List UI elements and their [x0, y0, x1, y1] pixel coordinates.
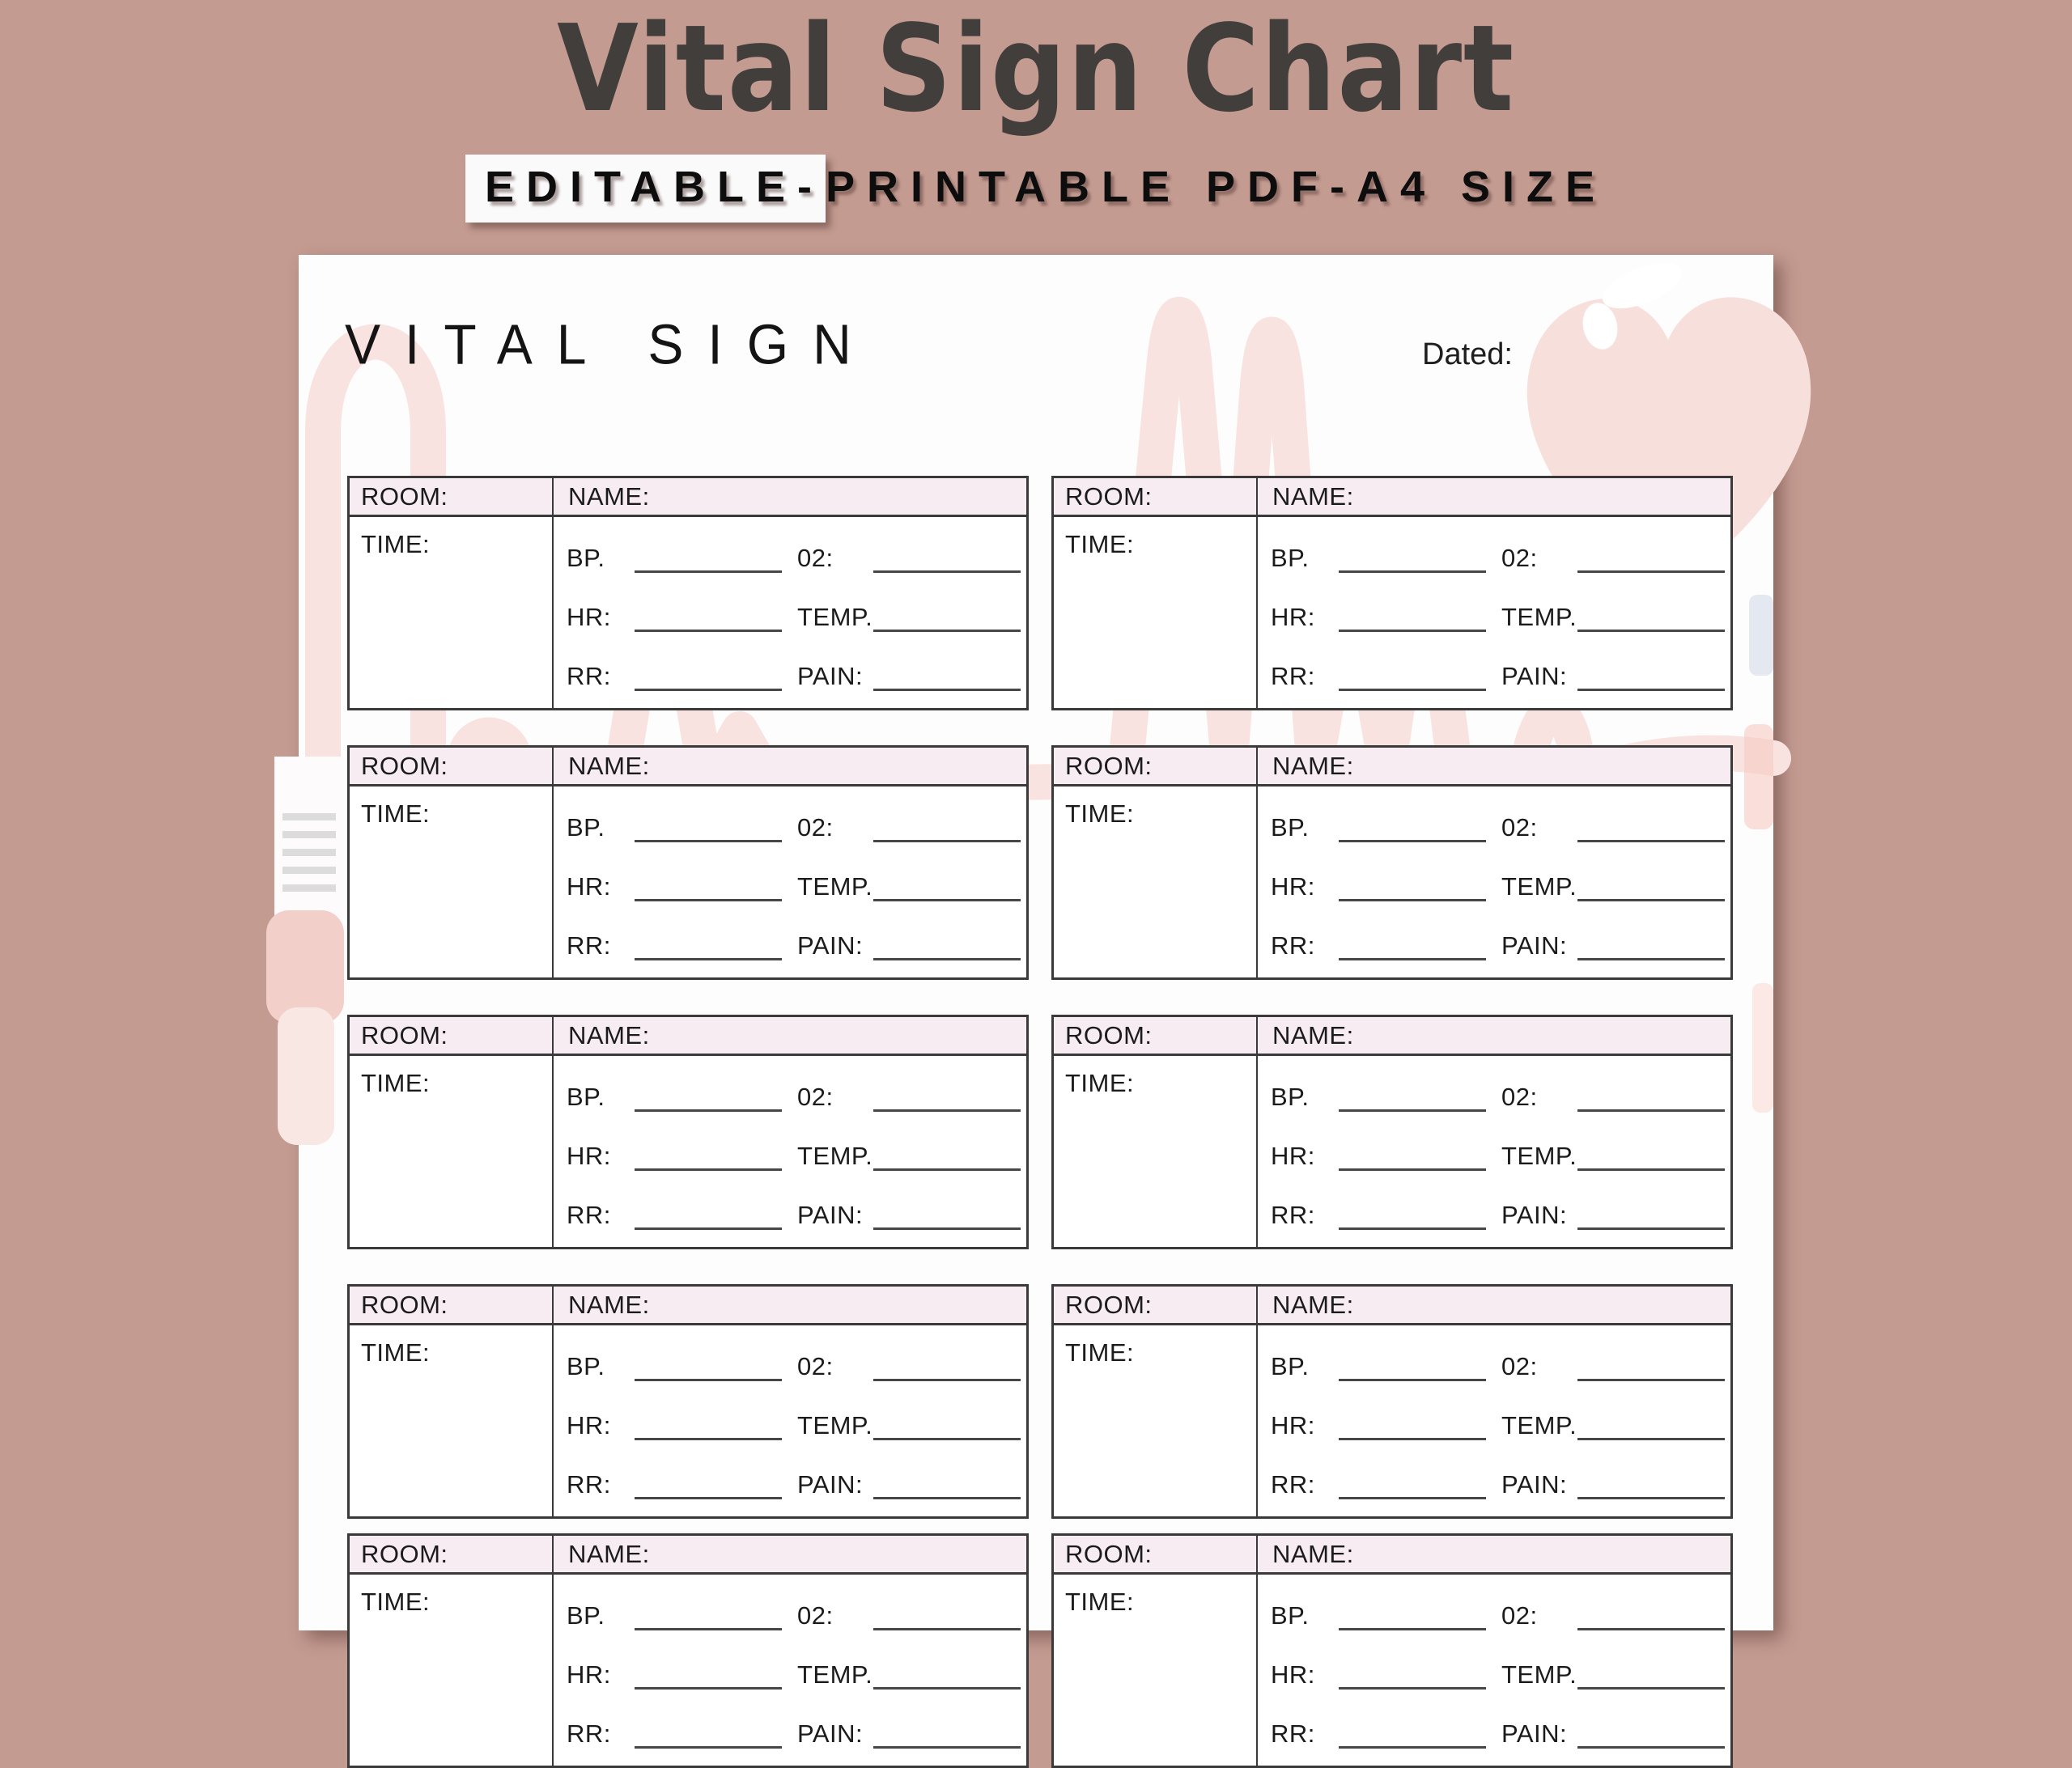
- card-header: [1054, 748, 1730, 786]
- temp-label: TEMP.: [1501, 1660, 1577, 1689]
- room-value-field[interactable]: [1153, 1541, 1256, 1567]
- temp-field[interactable]: [1577, 630, 1725, 632]
- temp-field[interactable]: [873, 630, 1021, 632]
- hr-field[interactable]: [635, 1438, 782, 1440]
- hr-field[interactable]: [635, 1168, 782, 1171]
- name-cell: [1258, 748, 1730, 784]
- rr-field[interactable]: [1339, 1227, 1486, 1230]
- vitals-row: [554, 1181, 1026, 1238]
- sheet-title: VITAL SIGN: [345, 312, 876, 376]
- temp-label: TEMP.: [797, 872, 873, 901]
- name-value-field[interactable]: [1354, 484, 1730, 510]
- bp-field[interactable]: [1339, 1109, 1486, 1112]
- card-body: [350, 1056, 1026, 1247]
- bp-label: BP.: [1271, 544, 1310, 572]
- pain-field[interactable]: [873, 689, 1021, 691]
- time-cell: [1054, 786, 1258, 977]
- vitals-row: [1258, 583, 1730, 640]
- temp-label: TEMP.: [797, 1411, 873, 1439]
- temp-label: TEMP.: [1501, 603, 1577, 631]
- o2-field[interactable]: [1577, 840, 1725, 842]
- time-label: TIME:: [1065, 1069, 1135, 1097]
- hr-field[interactable]: [635, 630, 782, 632]
- room-value-field[interactable]: [1153, 1023, 1256, 1049]
- time-label: TIME:: [1065, 530, 1135, 558]
- hr-label: HR:: [567, 1142, 611, 1170]
- room-cell: [1054, 1287, 1258, 1323]
- room-value-field[interactable]: [448, 484, 552, 510]
- bp-field[interactable]: [1339, 1379, 1486, 1381]
- card-header: [1054, 1536, 1730, 1575]
- time-label: TIME:: [361, 1338, 431, 1367]
- vital-card: [347, 745, 1029, 980]
- room-value-field[interactable]: [448, 1292, 552, 1318]
- pain-field[interactable]: [873, 958, 1021, 960]
- temp-field[interactable]: [873, 1687, 1021, 1690]
- rr-label: RR:: [567, 1201, 611, 1229]
- room-cell: [1054, 748, 1258, 784]
- hr-field[interactable]: [1339, 1687, 1486, 1690]
- name-value-field[interactable]: [650, 1023, 1026, 1049]
- card-header: [350, 748, 1026, 786]
- o2-label: 02:: [1501, 1352, 1538, 1380]
- card-body: [1054, 1575, 1730, 1766]
- vital-card: [1051, 745, 1733, 980]
- rr-label: RR:: [567, 1719, 611, 1748]
- hr-label: HR:: [1271, 872, 1315, 901]
- vitals-fields: [554, 1575, 1026, 1766]
- rr-field[interactable]: [635, 958, 782, 960]
- subtitle-highlight: EDITABLE-: [465, 155, 826, 223]
- name-value-field[interactable]: [650, 1292, 1026, 1318]
- vitals-row: [1258, 1181, 1730, 1238]
- subtitle-rest: PRINTABLE PDF-A4 SIZE: [825, 163, 1607, 211]
- card-body: [1054, 1325, 1730, 1516]
- time-cell: [350, 517, 554, 708]
- vitals-row: [1258, 1122, 1730, 1179]
- o2-label: 02:: [1501, 544, 1538, 572]
- name-cell: [1258, 1017, 1730, 1054]
- pain-label: PAIN:: [797, 1719, 864, 1748]
- o2-label: 02:: [797, 1352, 834, 1380]
- hr-label: HR:: [1271, 1660, 1315, 1689]
- room-value-field[interactable]: [1153, 484, 1256, 510]
- pain-label: PAIN:: [1501, 1201, 1568, 1229]
- vitals-fields: [554, 1056, 1026, 1247]
- card-body: [1054, 786, 1730, 977]
- vitals-row: [1258, 1063, 1730, 1120]
- time-label: TIME:: [1065, 799, 1135, 828]
- name-cell: [554, 1536, 1026, 1572]
- room-label: ROOM:: [361, 1020, 448, 1049]
- vitals-row: [1258, 642, 1730, 699]
- hr-field[interactable]: [635, 1687, 782, 1690]
- o2-label: 02:: [797, 1083, 834, 1111]
- room-label: ROOM:: [361, 1539, 448, 1568]
- hr-field[interactable]: [635, 899, 782, 901]
- rr-label: RR:: [567, 662, 611, 690]
- rr-field[interactable]: [635, 689, 782, 691]
- temp-label: TEMP.: [797, 1142, 873, 1170]
- hr-field[interactable]: [1339, 1168, 1486, 1171]
- card-body: [1054, 1056, 1730, 1247]
- card-header: [350, 478, 1026, 517]
- rr-label: RR:: [1271, 1201, 1315, 1229]
- pain-label: PAIN:: [1501, 931, 1568, 960]
- pain-field[interactable]: [1577, 689, 1725, 691]
- bp-label: BP.: [567, 813, 605, 842]
- vitals-row: [1258, 794, 1730, 850]
- room-label: ROOM:: [1065, 481, 1153, 511]
- hr-field[interactable]: [1339, 630, 1486, 632]
- time-label: TIME:: [361, 530, 431, 558]
- product-subtitle: [0, 162, 2072, 212]
- rr-label: RR:: [1271, 662, 1315, 690]
- bp-label: BP.: [567, 1352, 605, 1380]
- time-cell: [350, 1325, 554, 1516]
- name-cell: [1258, 478, 1730, 515]
- room-cell: [350, 748, 554, 784]
- time-cell: [350, 786, 554, 977]
- name-cell: [554, 478, 1026, 515]
- time-cell: [350, 1056, 554, 1247]
- pain-field[interactable]: [873, 1497, 1021, 1499]
- vital-card: [347, 1533, 1029, 1768]
- hr-label: HR:: [567, 1411, 611, 1439]
- name-cell: [554, 1287, 1026, 1323]
- name-value-field[interactable]: [1354, 1292, 1730, 1318]
- o2-field[interactable]: [1577, 1628, 1725, 1630]
- rr-field[interactable]: [1339, 1497, 1486, 1499]
- o2-field[interactable]: [1577, 1379, 1725, 1381]
- card-header: [350, 1536, 1026, 1575]
- bp-label: BP.: [567, 544, 605, 572]
- name-label: NAME:: [568, 751, 650, 780]
- vitals-row: [554, 1700, 1026, 1757]
- name-value-field[interactable]: [650, 1541, 1026, 1567]
- bp-label: BP.: [1271, 1601, 1310, 1630]
- bp-field[interactable]: [635, 1379, 782, 1381]
- bp-field[interactable]: [635, 570, 782, 573]
- product-title: Vital Sign Chart: [557, 0, 1515, 138]
- bp-field[interactable]: [635, 1628, 782, 1630]
- time-label: TIME:: [361, 799, 431, 828]
- time-cell: [350, 1575, 554, 1766]
- pain-field[interactable]: [1577, 1746, 1725, 1749]
- room-label: ROOM:: [1065, 1290, 1153, 1319]
- vital-card: [347, 476, 1029, 710]
- vitals-fields: [1258, 1056, 1730, 1247]
- o2-label: 02:: [797, 813, 834, 842]
- room-cell: [350, 1287, 554, 1323]
- room-label: ROOM:: [361, 1290, 448, 1319]
- room-value-field[interactable]: [1153, 1292, 1256, 1318]
- name-label: NAME:: [1272, 1539, 1354, 1568]
- right-margin-watermark: [1744, 595, 1773, 1113]
- rr-label: RR:: [1271, 1470, 1315, 1499]
- name-value-field[interactable]: [1354, 1023, 1730, 1049]
- name-cell: [1258, 1536, 1730, 1572]
- card-header: [1054, 478, 1730, 517]
- time-label: TIME:: [1065, 1588, 1135, 1616]
- room-cell: [1054, 478, 1258, 515]
- name-value-field[interactable]: [650, 484, 1026, 510]
- vitals-row: [1258, 1700, 1730, 1757]
- bp-label: BP.: [1271, 1083, 1310, 1111]
- vitals-row: [1258, 1641, 1730, 1698]
- rr-field[interactable]: [1339, 689, 1486, 691]
- pain-label: PAIN:: [797, 662, 864, 690]
- pain-label: PAIN:: [797, 1470, 864, 1499]
- hr-label: HR:: [1271, 603, 1315, 631]
- vitals-fields: [1258, 1325, 1730, 1516]
- card-body: [350, 1325, 1026, 1516]
- pain-label: PAIN:: [797, 1201, 864, 1229]
- room-cell: [1054, 1017, 1258, 1054]
- vitals-row: [1258, 853, 1730, 909]
- vitals-row: [1258, 912, 1730, 969]
- pain-label: PAIN:: [1501, 1470, 1568, 1499]
- o2-label: 02:: [797, 544, 834, 572]
- name-label: NAME:: [568, 1539, 650, 1568]
- vitals-row: [554, 524, 1026, 581]
- temp-label: TEMP.: [1501, 872, 1577, 901]
- rr-field[interactable]: [635, 1497, 782, 1499]
- o2-label: 02:: [1501, 1083, 1538, 1111]
- hr-label: HR:: [567, 1660, 611, 1689]
- temp-field[interactable]: [1577, 1687, 1725, 1690]
- room-value-field[interactable]: [1153, 753, 1256, 779]
- name-label: NAME:: [1272, 481, 1354, 511]
- temp-label: TEMP.: [797, 1660, 873, 1689]
- vitals-fields: [554, 1325, 1026, 1516]
- rr-label: RR:: [567, 931, 611, 960]
- time-label: TIME:: [1065, 1338, 1135, 1367]
- vitals-fields: [1258, 517, 1730, 708]
- vitals-fields: [554, 786, 1026, 977]
- room-cell: [350, 478, 554, 515]
- bp-field[interactable]: [635, 1109, 782, 1112]
- temp-field[interactable]: [873, 1168, 1021, 1171]
- hr-label: HR:: [1271, 1411, 1315, 1439]
- room-label: ROOM:: [361, 751, 448, 780]
- rr-label: RR:: [1271, 1719, 1315, 1748]
- o2-label: 02:: [1501, 1601, 1538, 1630]
- vitals-row: [554, 1122, 1026, 1179]
- card-body: [350, 1575, 1026, 1766]
- a4-page-preview: [299, 255, 1773, 1748]
- vitals-row: [554, 794, 1026, 850]
- vitals-fields: [1258, 1575, 1730, 1766]
- name-label: NAME:: [1272, 1020, 1354, 1049]
- name-label: NAME:: [1272, 1290, 1354, 1319]
- temp-label: TEMP.: [1501, 1411, 1577, 1439]
- rr-field[interactable]: [1339, 1746, 1486, 1749]
- rr-field[interactable]: [635, 1227, 782, 1230]
- o2-field[interactable]: [873, 1109, 1021, 1112]
- vital-card: [347, 1015, 1029, 1249]
- name-label: NAME:: [568, 1290, 650, 1319]
- rr-label: RR:: [567, 1470, 611, 1499]
- vital-card: [1051, 1284, 1733, 1519]
- vitals-row: [1258, 1582, 1730, 1639]
- o2-field[interactable]: [873, 1379, 1021, 1381]
- bp-label: BP.: [567, 1083, 605, 1111]
- vitals-row: [1258, 1451, 1730, 1507]
- vital-card: [1051, 476, 1733, 710]
- name-label: NAME:: [568, 481, 650, 511]
- vitals-row: [554, 1392, 1026, 1448]
- name-cell: [554, 748, 1026, 784]
- time-cell: [1054, 1056, 1258, 1247]
- room-cell: [350, 1017, 554, 1054]
- hr-label: HR:: [567, 872, 611, 901]
- pain-field[interactable]: [1577, 958, 1725, 960]
- o2-field[interactable]: [873, 840, 1021, 842]
- room-label: ROOM:: [1065, 1020, 1153, 1049]
- vitals-row: [554, 912, 1026, 969]
- o2-field[interactable]: [873, 1628, 1021, 1630]
- temp-field[interactable]: [873, 899, 1021, 901]
- o2-label: 02:: [1501, 813, 1538, 842]
- name-cell: [1258, 1287, 1730, 1323]
- time-label: TIME:: [361, 1588, 431, 1616]
- rr-field[interactable]: [1339, 958, 1486, 960]
- bp-field[interactable]: [635, 840, 782, 842]
- vital-card: [1051, 1533, 1733, 1768]
- bp-label: BP.: [1271, 813, 1310, 842]
- card-body: [350, 517, 1026, 708]
- vitals-row: [1258, 1392, 1730, 1448]
- bp-label: BP.: [1271, 1352, 1310, 1380]
- name-value-field[interactable]: [650, 753, 1026, 779]
- card-body: [350, 786, 1026, 977]
- room-value-field[interactable]: [448, 753, 552, 779]
- pain-field[interactable]: [1577, 1497, 1725, 1499]
- temp-label: TEMP.: [797, 603, 873, 631]
- pain-label: PAIN:: [1501, 1719, 1568, 1748]
- name-label: NAME:: [1272, 751, 1354, 780]
- name-label: NAME:: [568, 1020, 650, 1049]
- time-cell: [1054, 1575, 1258, 1766]
- hr-field[interactable]: [1339, 899, 1486, 901]
- room-label: ROOM:: [1065, 751, 1153, 780]
- room-value-field[interactable]: [448, 1023, 552, 1049]
- time-label: TIME:: [361, 1069, 431, 1097]
- vitals-row: [554, 853, 1026, 909]
- bp-field[interactable]: [1339, 570, 1486, 573]
- temp-field[interactable]: [873, 1438, 1021, 1440]
- rr-field[interactable]: [635, 1746, 782, 1749]
- bp-field[interactable]: [1339, 1628, 1486, 1630]
- vitals-row: [554, 642, 1026, 699]
- temp-field[interactable]: [1577, 1438, 1725, 1440]
- temp-label: TEMP.: [1501, 1142, 1577, 1170]
- card-header: [350, 1017, 1026, 1056]
- vitals-row: [1258, 524, 1730, 581]
- card-header: [1054, 1287, 1730, 1325]
- vitals-row: [554, 1063, 1026, 1120]
- time-cell: [1054, 517, 1258, 708]
- room-cell: [350, 1536, 554, 1572]
- hr-field[interactable]: [1339, 1438, 1486, 1440]
- bp-label: BP.: [567, 1601, 605, 1630]
- card-body: [1054, 517, 1730, 708]
- pain-field[interactable]: [873, 1746, 1021, 1749]
- pain-label: PAIN:: [797, 931, 864, 960]
- room-value-field[interactable]: [448, 1541, 552, 1567]
- vitals-fields: [554, 517, 1026, 708]
- card-header: [1054, 1017, 1730, 1056]
- hr-label: HR:: [1271, 1142, 1315, 1170]
- vital-card: [347, 1284, 1029, 1519]
- vitals-row: [554, 1333, 1026, 1389]
- room-label: ROOM:: [361, 481, 448, 511]
- pain-label: PAIN:: [1501, 662, 1568, 690]
- vitals-row: [554, 1451, 1026, 1507]
- vitals-row: [554, 1641, 1026, 1698]
- dated-label: Dated:: [1422, 337, 1513, 371]
- room-label: ROOM:: [1065, 1539, 1153, 1568]
- o2-field[interactable]: [1577, 570, 1725, 573]
- name-cell: [554, 1017, 1026, 1054]
- vital-cards-grid: [347, 476, 1733, 1768]
- o2-field[interactable]: [873, 570, 1021, 573]
- temp-field[interactable]: [1577, 1168, 1725, 1171]
- vital-card: [1051, 1015, 1733, 1249]
- temp-field[interactable]: [1577, 899, 1725, 901]
- pain-field[interactable]: [1577, 1227, 1725, 1230]
- time-cell: [1054, 1325, 1258, 1516]
- o2-label: 02:: [797, 1601, 834, 1630]
- vitals-row: [554, 1582, 1026, 1639]
- o2-field[interactable]: [1577, 1109, 1725, 1112]
- vitals-fields: [1258, 786, 1730, 977]
- pain-field[interactable]: [873, 1227, 1021, 1230]
- rr-label: RR:: [1271, 931, 1315, 960]
- vitals-row: [1258, 1333, 1730, 1389]
- room-cell: [1054, 1536, 1258, 1572]
- card-header: [350, 1287, 1026, 1325]
- hr-label: HR:: [567, 603, 611, 631]
- name-value-field[interactable]: [1354, 753, 1730, 779]
- bp-field[interactable]: [1339, 840, 1486, 842]
- name-value-field[interactable]: [1354, 1541, 1730, 1567]
- vitals-row: [554, 583, 1026, 640]
